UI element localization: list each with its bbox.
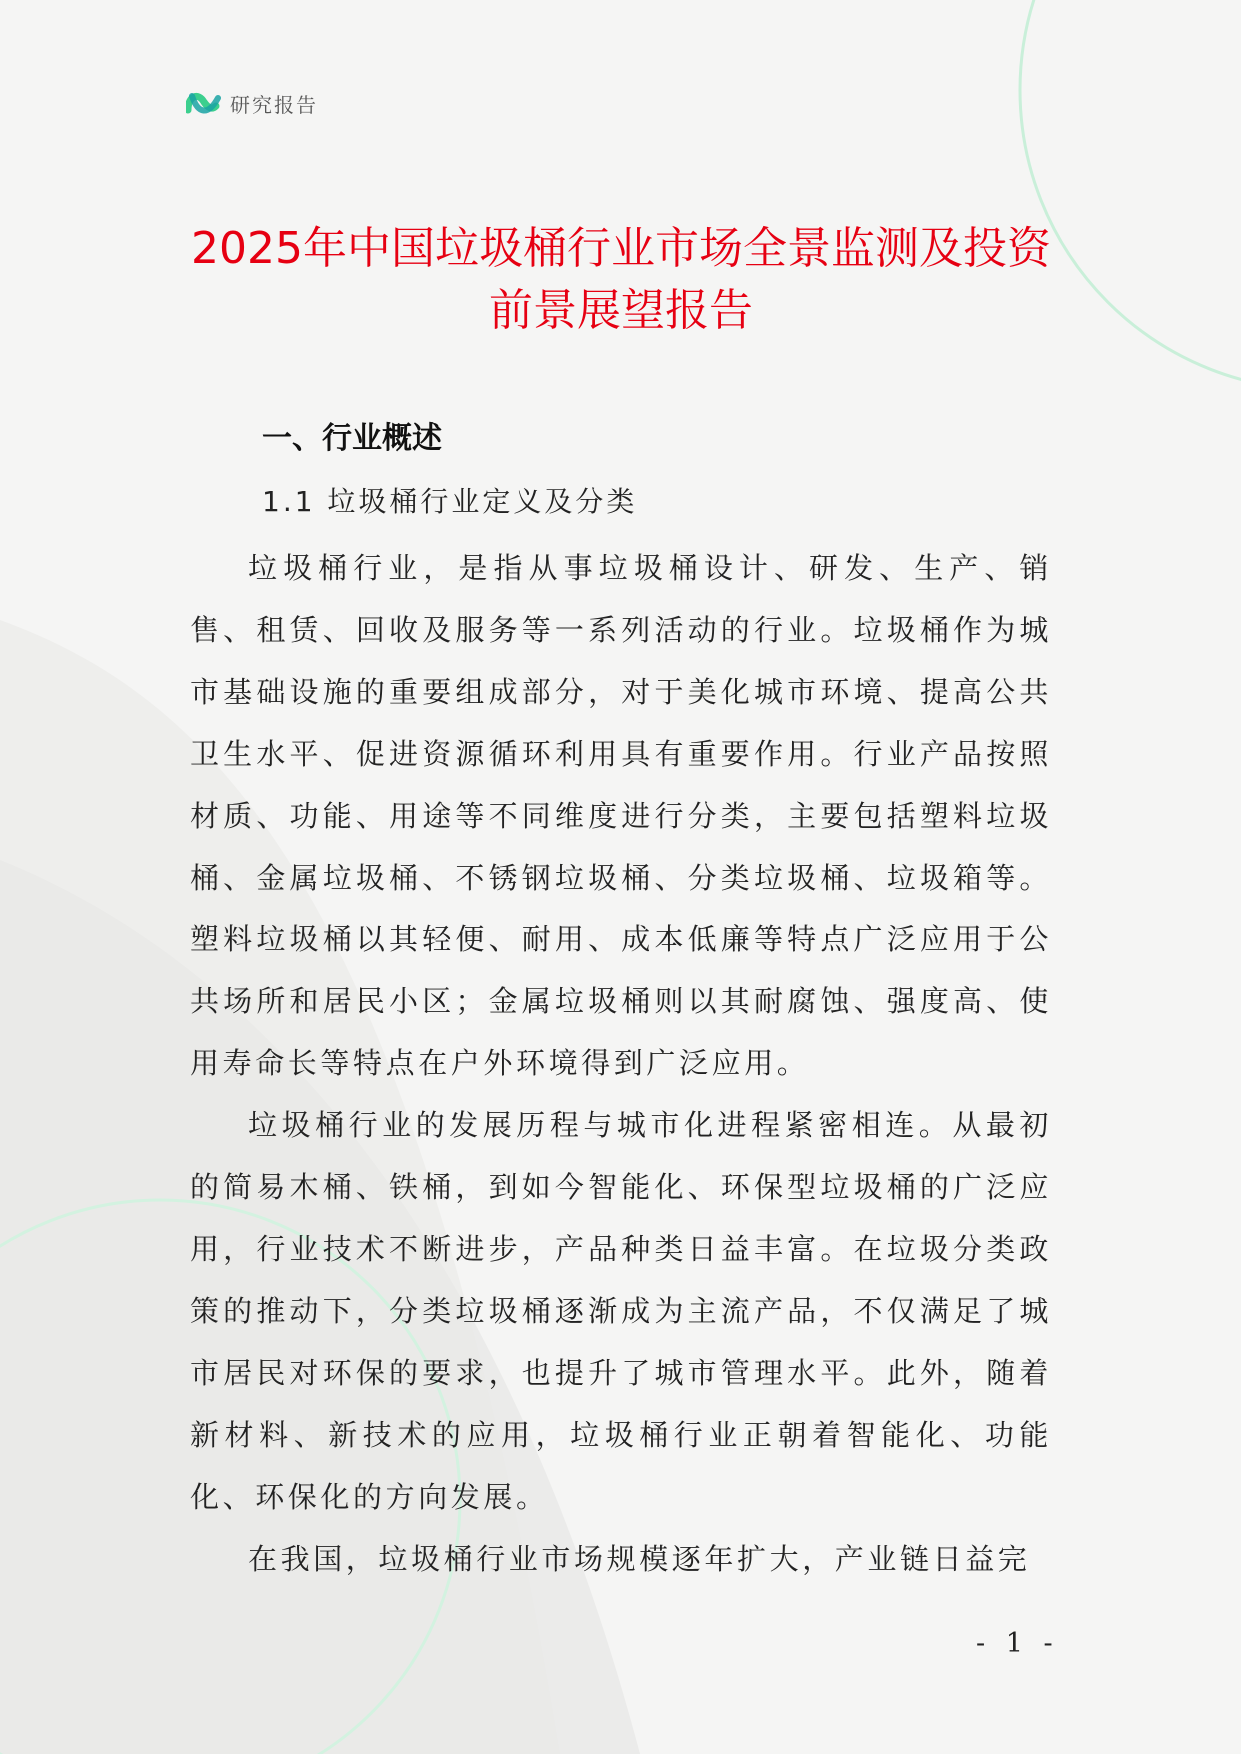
section-subheading: 1.1 垃圾桶行业定义及分类	[262, 485, 638, 518]
page-number: - 1 -	[976, 1628, 1059, 1659]
section-heading: 一、行业概述	[262, 421, 442, 456]
paragraph: 垃圾桶行业的发展历程与城市化进程紧密相连。从最初的简易木桶、铁桶，到如今智能化、环保型垃圾桶的广泛应用，行业技术不断进步，产品种类日益丰富。在垃圾分类政策的推动下，分类垃圾桶逐渐成为主流产品，不仅满足了城市居民对环保的要求，也提升了城市管理水平。此外，随着新材料、新技术的应用，垃圾桶行业正朝着智能化、功能化、环保化的方向发展。	[190, 1108, 1052, 1514]
header-label: 研究报告	[230, 92, 318, 117]
body-text	[190, 538, 1052, 1590]
paragraph: 在我国，垃圾桶行业市场规模逐年扩大，产业链日益完	[248, 1541, 1031, 1576]
report-header	[186, 88, 318, 118]
brand-logo-icon	[186, 88, 222, 118]
paragraph: 垃圾桶行业，是指从事垃圾桶设计、研发、生产、销售、租赁、回收及服务等一系列活动的行业。垃圾桶作为城市基础设施的重要组成部分，对于美化城市环境、提高公共卫生水平、促进资源循环利用具有重要作用。行业产品按照材质、功能、用途等不同维度进行分类，主要包括塑料垃圾桶、金属垃圾桶、不锈钢垃圾桶、分类垃圾桶、垃圾箱等。塑料垃圾桶以其轻便、耐用、成本低廉等特点广泛应用于公共场所和居民小区；金属垃圾桶则以其耐腐蚀、强度高、使用寿命长等特点在户外环境得到广泛应用。	[190, 551, 1052, 1081]
report-title: 2025年中国垃圾桶行业市场全景监测及投资前景展望报告	[191, 223, 1051, 336]
